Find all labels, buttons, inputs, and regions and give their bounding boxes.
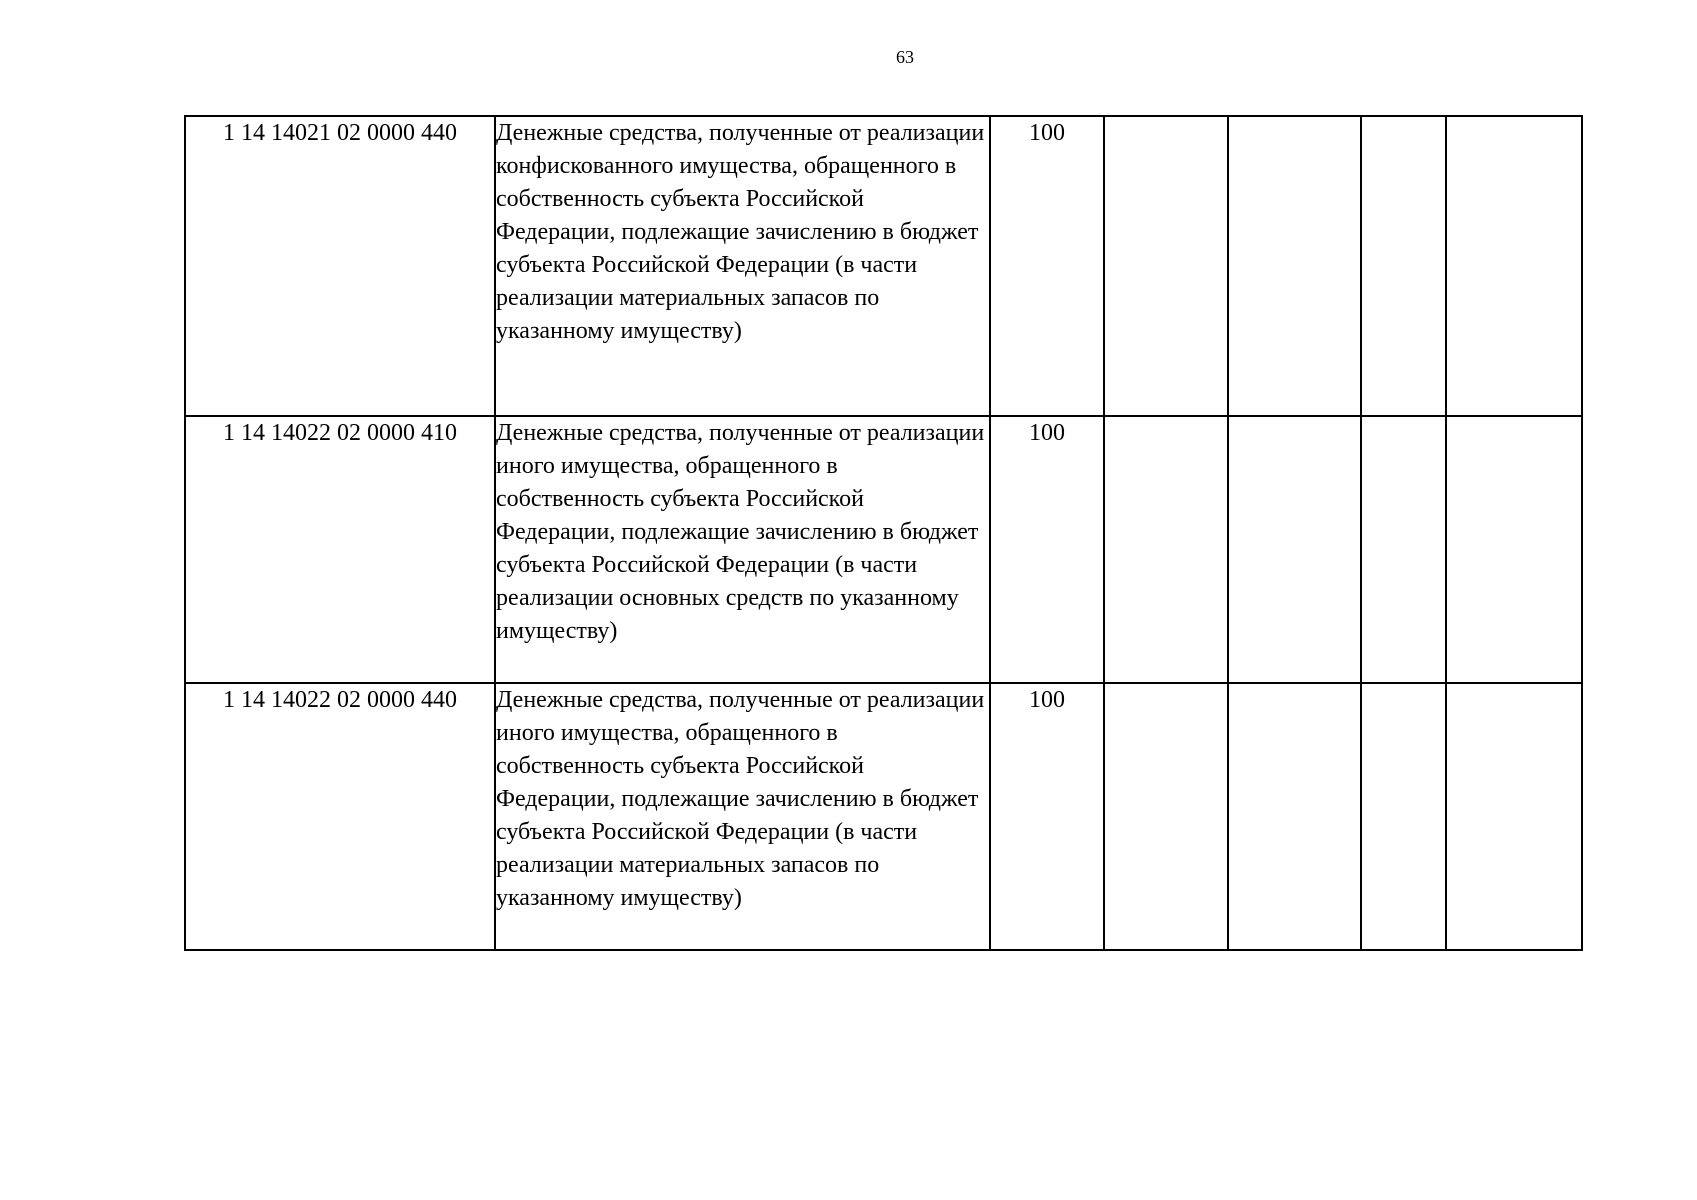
revenue-code-cell: 1 14 14022 02 0000 440: [185, 683, 495, 950]
empty-cell: [1446, 683, 1582, 950]
empty-cell: [1228, 683, 1361, 950]
empty-cell: [1104, 683, 1228, 950]
revenue-code-cell: 1 14 14022 02 0000 410: [185, 416, 495, 683]
revenue-name-cell: Денежные средства, полученные от реализации иного имущества, обращенного в собственность субъекта Российской Федерации, подлежащие зачислению в бюджет субъекта Российской Федерации (в части реализации основных средств по указанному имуществу): [495, 416, 990, 683]
revenue-code-cell: 1 14 14021 02 0000 440: [185, 116, 495, 416]
empty-cell: [1361, 416, 1446, 683]
revenue-name-cell: Денежные средства, полученные от реализации иного имущества, обращенного в собственность субъекта Российской Федерации, подлежащие зачислению в бюджет субъекта Российской Федерации (в части реализации материальных запасов по указанному имуществу): [495, 683, 990, 950]
empty-cell: [1361, 116, 1446, 416]
table-row: [185, 416, 1582, 683]
table-row: [185, 683, 1582, 950]
empty-cell: [1446, 416, 1582, 683]
empty-cell: [1446, 116, 1582, 416]
empty-cell: [1361, 683, 1446, 950]
standard-percent-cell: 100: [990, 683, 1104, 950]
empty-cell: [1104, 116, 1228, 416]
standard-percent-cell: 100: [990, 416, 1104, 683]
page-number: 63: [896, 47, 914, 67]
revenue-name-cell: Денежные средства, полученные от реализации конфискованного имущества, обращенного в собственность субъекта Российской Федерации, подлежащие зачислению в бюджет субъекта Российской Федерации (в части реализации материальных запасов по указанному имуществу): [495, 116, 990, 416]
table-row: [185, 116, 1582, 416]
budget-revenue-table: [184, 115, 1583, 951]
empty-cell: [1228, 416, 1361, 683]
standard-percent-cell: 100: [990, 116, 1104, 416]
empty-cell: [1228, 116, 1361, 416]
empty-cell: [1104, 416, 1228, 683]
